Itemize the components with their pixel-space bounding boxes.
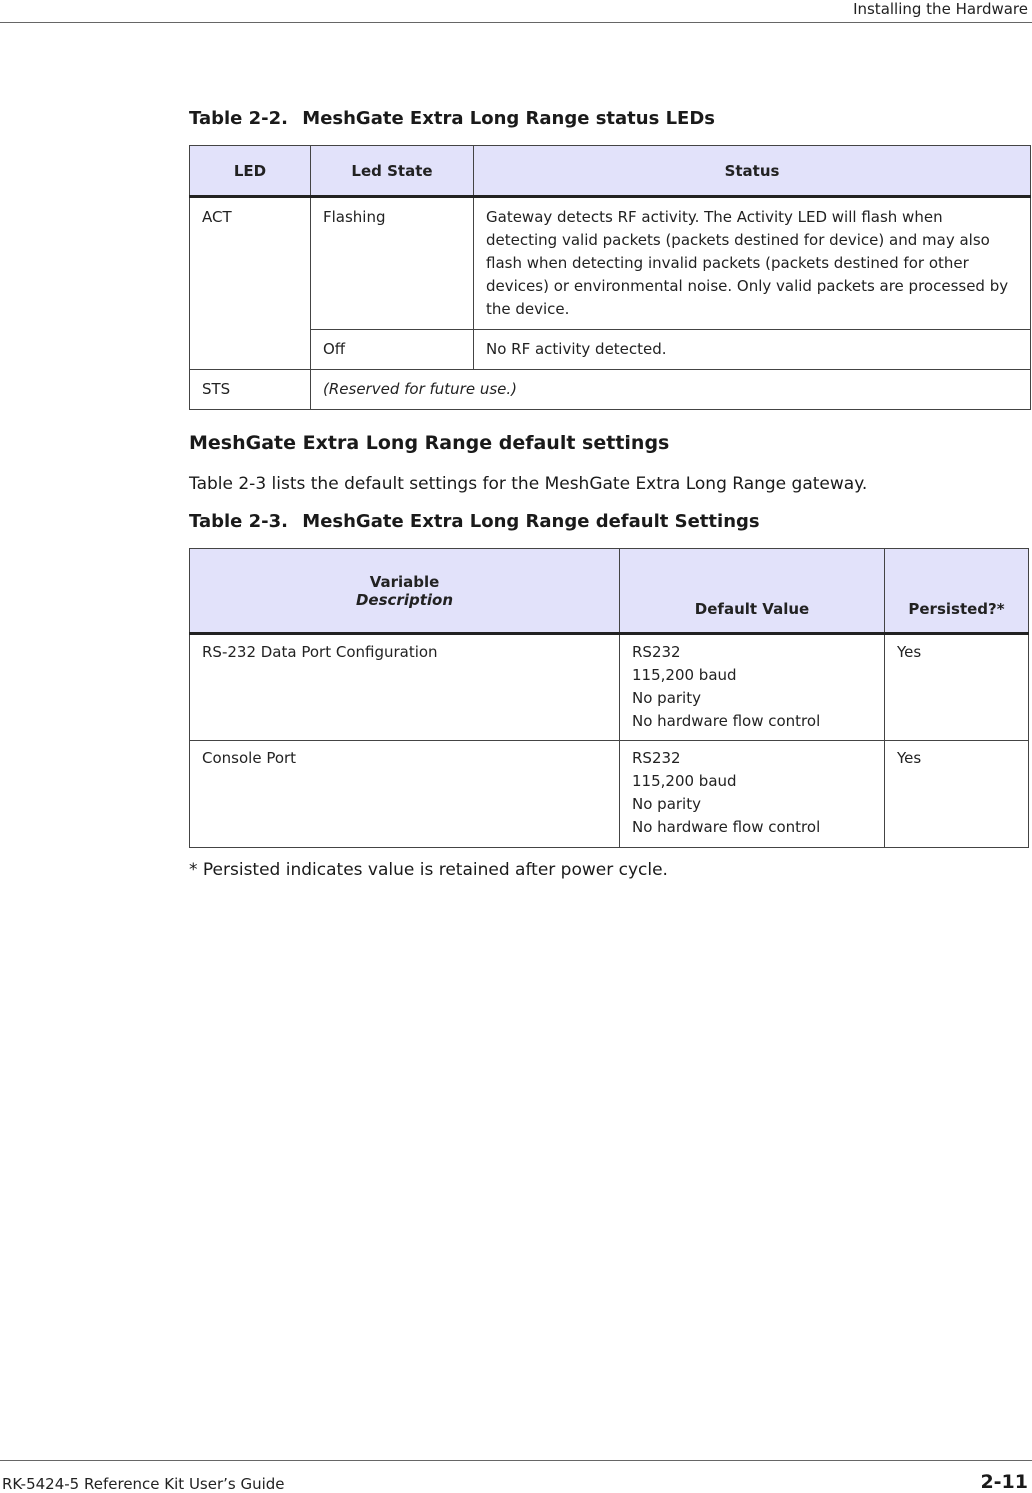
description-header-label: Description [355, 590, 454, 609]
table-header-row [190, 549, 1029, 634]
footer-guide-title: RK-5424-5 Reference Kit User’s Guide [2, 1475, 285, 1493]
column-header-variable [190, 549, 620, 634]
status-cell: No RF activity detected. [474, 330, 1031, 370]
table-row [190, 197, 1031, 330]
header-rule [0, 22, 1032, 23]
table-2-2-label: Table 2-2. [189, 108, 288, 129]
persisted-cell: Yes [885, 741, 1029, 848]
default-settings-table [189, 548, 1029, 848]
default-value-line: No hardware flow control [632, 818, 821, 836]
footnote: * Persisted indicates value is retained after power cycle. [189, 860, 668, 880]
default-value-line: 115,200 baud [632, 772, 737, 790]
led-cell: ACT [190, 197, 311, 370]
section-intro: Table 2-3 lists the default settings for the MeshGate Extra Long Range gateway. [189, 474, 868, 494]
default-value-line: RS232 [632, 643, 681, 661]
table-2-3-caption [189, 511, 760, 532]
column-header-led-state: Led State [311, 146, 474, 197]
variable-cell: RS-232 Data Port Configuration [190, 634, 620, 741]
default-value-cell [620, 634, 885, 741]
reserved-note-cell: (Reserved for future use.) [311, 370, 1031, 410]
default-value-cell [620, 741, 885, 848]
table-row [190, 741, 1029, 848]
table-row [190, 330, 1031, 370]
persisted-cell: Yes [885, 634, 1029, 741]
table-2-3-title: MeshGate Extra Long Range default Settings [302, 511, 760, 532]
column-header-status: Status [474, 146, 1031, 197]
default-value-line: No parity [632, 795, 701, 813]
table-2-2-title: MeshGate Extra Long Range status LEDs [302, 108, 715, 129]
table-header-row [190, 146, 1031, 197]
led-state-cell: Off [311, 330, 474, 370]
footer-rule [0, 1460, 1032, 1461]
section-heading: MeshGate Extra Long Range default settings [189, 432, 670, 454]
table-2-2-caption [189, 108, 715, 129]
table-row [190, 370, 1031, 410]
status-cell: Gateway detects RF activity. The Activity LED will flash when detecting valid packets (packets destined for device) and may also flash when detecting invalid packets (packets destined for other devices) or environmental noise. Only valid packets are processed by the device. [474, 197, 1031, 330]
led-cell: STS [190, 370, 311, 410]
status-leds-table [189, 145, 1031, 410]
default-value-line: No hardware flow control [632, 712, 821, 730]
variable-header-label: Variable [369, 572, 440, 591]
table-2-3-label: Table 2-3. [189, 511, 288, 532]
led-state-cell: Flashing [311, 197, 474, 330]
column-header-led: LED [190, 146, 311, 197]
variable-cell: Console Port [190, 741, 620, 848]
running-header: Installing the Hardware [853, 0, 1028, 18]
page-number: 2-11 [980, 1471, 1028, 1493]
default-value-line: No parity [632, 689, 701, 707]
default-value-line: RS232 [632, 749, 681, 767]
default-value-line: 115,200 baud [632, 666, 737, 684]
table-row [190, 634, 1029, 741]
column-header-default-value: Default Value [620, 549, 885, 634]
column-header-persisted: Persisted?* [885, 549, 1029, 634]
